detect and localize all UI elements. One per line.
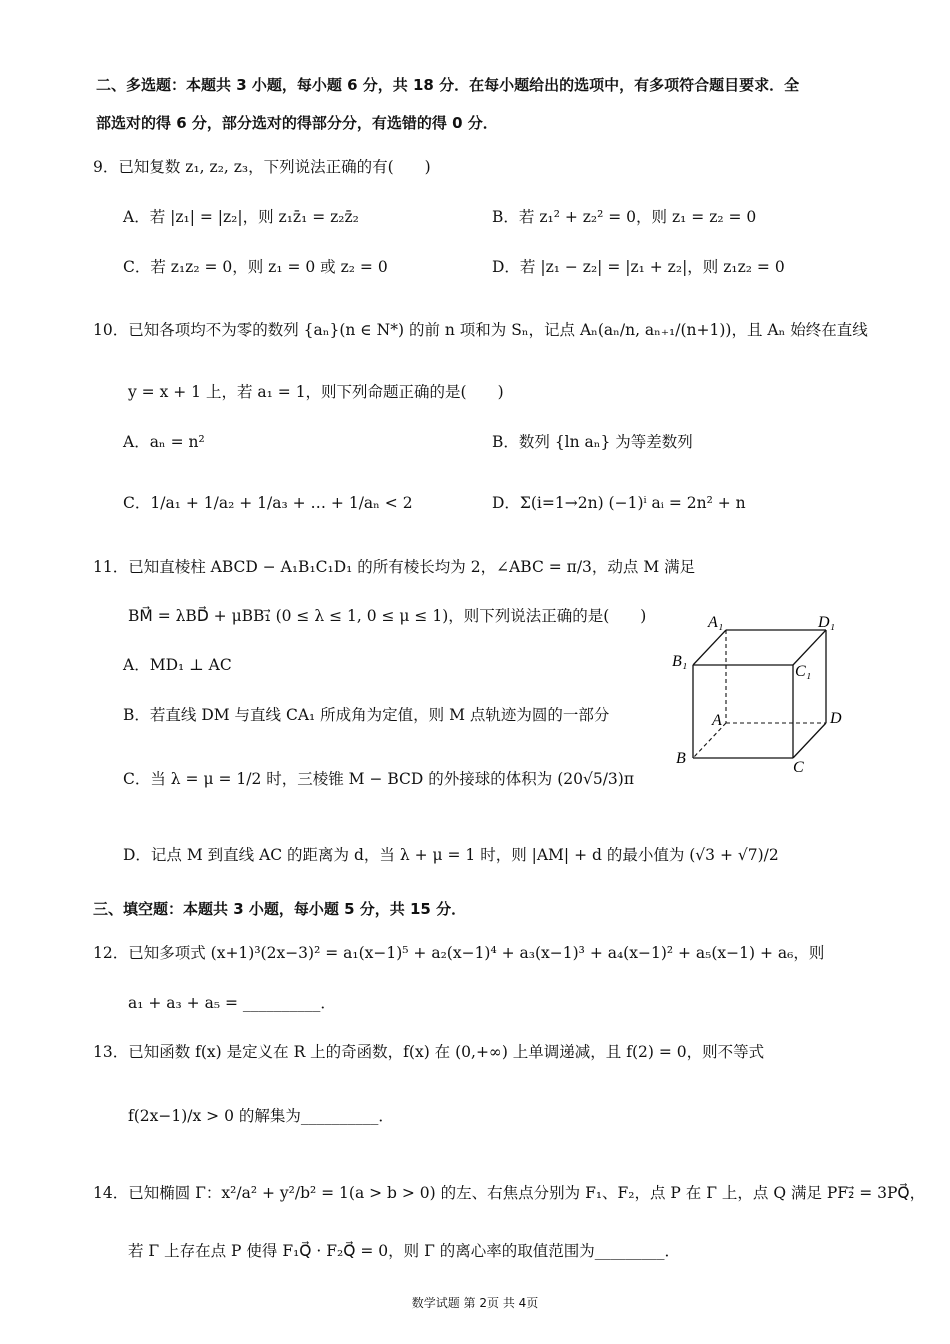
q13-stem-line2: f(2x−1)/x > 0 的解集为__________．	[128, 1107, 394, 1125]
q14-stem-line1: 14．已知椭圆 Γ：x²/a² + y²/b² = 1(a > b > 0) 的左、右焦点分别为 F₁、F₂，点 P 在 Γ 上，点 Q 满足 PF₂⃗ = 3PQ⃗，	[93, 1184, 926, 1202]
q11-option-d: D．记点 M 到直线 AC 的距离为 d，当 λ + μ = 1 时，则 |AM| + d 的最小值为 (√3 + √7)/2	[123, 846, 779, 864]
edge-CD	[793, 723, 826, 758]
label-B1: B₁	[672, 653, 688, 670]
label-D1: D₁	[818, 614, 836, 631]
q12-stem-line2: a₁ + a₃ + a₅ = __________．	[128, 994, 336, 1012]
q9-option-d: D．若 |z₁ − z₂| = |z₁ + z₂|，则 z₁z₂ = 0	[492, 258, 785, 276]
q10-stem-line1: 10．已知各项均不为零的数列 {aₙ}(n ∈ N*) 的前 n 项和为 Sₙ，记点 Aₙ(aₙ/n, aₙ₊₁/(n+1))，且 Aₙ 始终在直线	[93, 321, 868, 339]
q10-option-b: B．数列 {ln aₙ} 为等差数列	[492, 433, 693, 451]
q11-stem-line1: 11．已知直棱柱 ABCD − A₁B₁C₁D₁ 的所有棱长均为 2，∠ABC = π/3，动点 M 满足	[93, 558, 696, 576]
label-C: C	[793, 759, 804, 776]
edge-D1C1	[793, 630, 826, 665]
q11-option-c: C．当 λ = μ = 1/2 时，三棱锥 M − BCD 的外接球的体积为 (20√5/3)π	[123, 770, 635, 788]
label-A: A	[712, 712, 722, 729]
q11-stem-line2: BM⃗ = λBD⃗ + μBB₁⃗ (0 ≤ λ ≤ 1, 0 ≤ μ ≤ 1)，则下列说法正确的是( )	[128, 607, 647, 625]
q12-stem-line1: 12．已知多项式 (x+1)³(2x−3)² = a₁(x−1)⁵ + a₂(x−1)⁴ + a₃(x−1)³ + a₄(x−1)² + a₅(x−1) + a₆，则	[93, 944, 825, 962]
q10-stem-line2: y = x + 1 上，若 a₁ = 1，则下列命题正确的是( )	[128, 383, 504, 401]
section3-header: 三、填空题：本题共 3 小题，每小题 5 分，共 15 分．	[93, 900, 467, 918]
q14-stem-line2: 若 Γ 上存在点 P 使得 F₁Q⃗ · F₂Q⃗ = 0，则 Γ 的离心率的取值范围为_________．	[128, 1242, 680, 1260]
label-C1: C₁	[795, 663, 812, 680]
q9-option-b: B．若 z₁² + z₂² = 0，则 z₁ = z₂ = 0	[492, 208, 757, 226]
page-footer: 数学试题 第 2页 共 4页	[411, 1296, 539, 1310]
section2-header-line1: 二、多选题：本题共 3 小题，每小题 6 分，共 18 分．在每小题给出的选项中，有多项符合题目要求．全	[96, 76, 800, 94]
label-D: D	[830, 710, 842, 727]
label-B: B	[676, 750, 686, 767]
q11-option-b: B．若直线 DM 与直线 CA₁ 所成角为定值，则 M 点轨迹为圆的一部分	[123, 706, 610, 724]
label-A1: A₁	[708, 614, 724, 631]
edge-A1B1	[693, 630, 726, 665]
q11-option-a: A．MD₁ ⊥ AC	[123, 656, 232, 674]
prism-figure	[668, 610, 858, 780]
section2-header-line2: 部选对的得 6 分，部分选对的得部分分，有选错的得 0 分．	[96, 114, 498, 132]
q9-option-a: A．若 |z₁| = |z₂|，则 z₁z̄₁ = z₂z̄₂	[123, 208, 359, 226]
q10-option-c: C．1/a₁ + 1/a₂ + 1/a₃ + … + 1/aₙ < 2	[123, 494, 413, 512]
q9-option-c: C．若 z₁z₂ = 0，则 z₁ = 0 或 z₂ = 0	[123, 258, 388, 276]
q13-stem-line1: 13．已知函数 f(x) 是定义在 R 上的奇函数，f(x) 在 (0,+∞) 上单调递减，且 f(2) = 0，则不等式	[93, 1043, 765, 1061]
q10-option-d: D．Σ(i=1→2n) (−1)ⁱ aᵢ = 2n² + n	[492, 494, 746, 512]
q9-stem: 9．已知复数 z₁, z₂, z₃，下列说法正确的有( )	[93, 158, 431, 176]
q10-option-a: A．aₙ = n²	[123, 433, 205, 451]
